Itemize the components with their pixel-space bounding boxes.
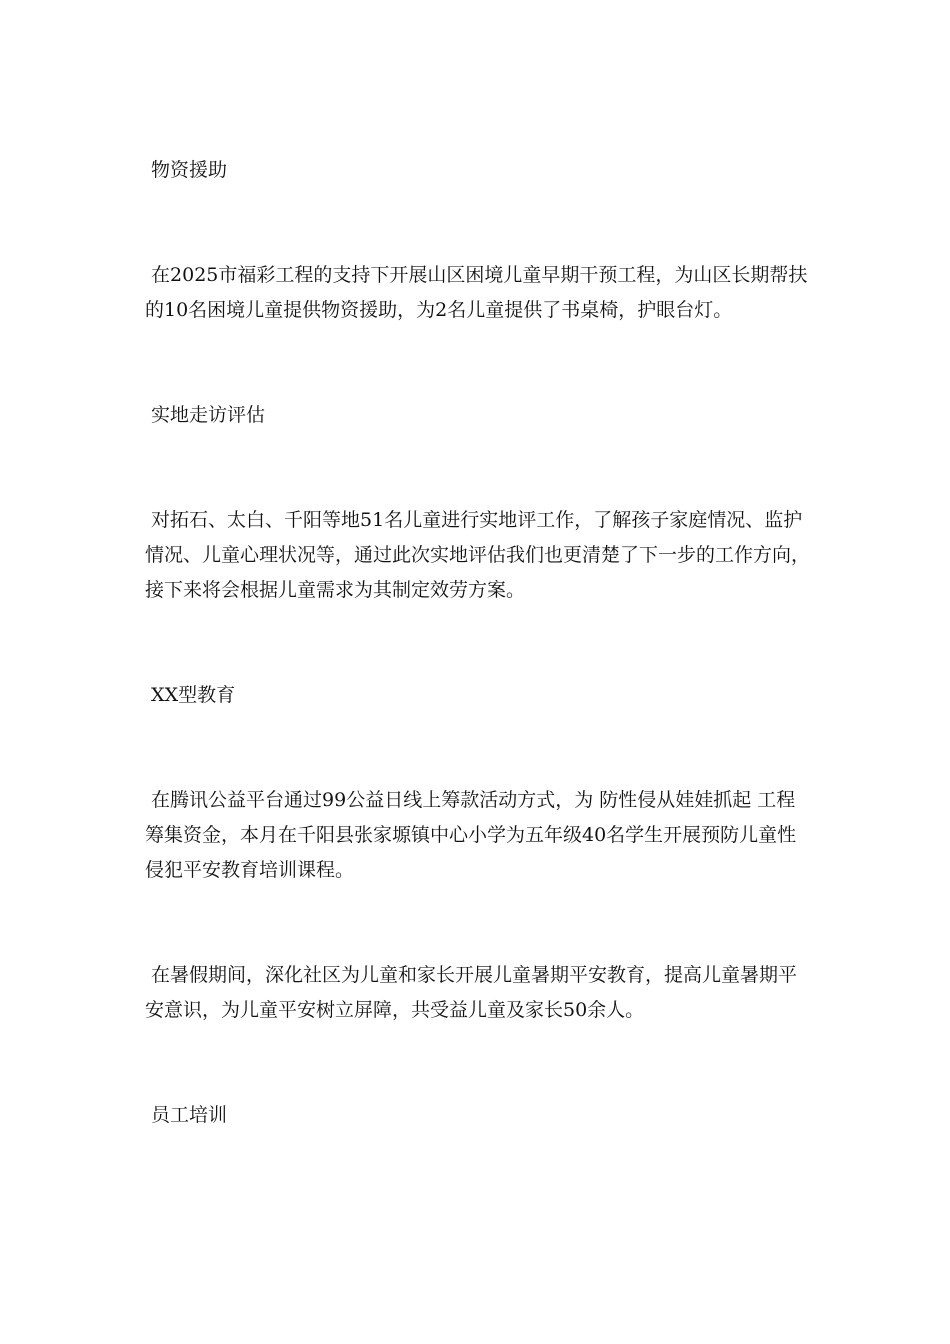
section-heading-staff-training: 员工培训 <box>145 1104 228 1126</box>
section-heading-material-aid: 物资援助 <box>145 159 228 181</box>
paragraph-education-fundraising: 在腾讯公益平台通过99公益日线上筹款活动方式，为 防性侵从娃娃抓起 工程筹集资金，本月在千阳县张家塬镇中心小学为五年级40名学生开展预防儿童性侵犯平安教育培训课程。 <box>145 789 797 881</box>
paragraph-summer-safety: 在暑假期间，深化社区为儿童和家长开展儿童暑期平安教育，提高儿童暑期平安意识，为儿童平安树立屏障，共受益儿童及家长50余人。 <box>145 964 798 1021</box>
section-heading-education: XX型教育 <box>145 684 236 706</box>
paragraph-field-visit: 对拓石、太白、千阳等地51名儿童进行实地评工作，了解孩子家庭情况、监护情况、儿童心理状况等，通过此次实地评估我们也更清楚了下一步的工作方向，接下来将会根据儿童需求为其制定效劳方案。 <box>145 509 811 601</box>
section-heading-field-visit: 实地走访评估 <box>145 404 266 426</box>
paragraph-material-aid: 在2025市福彩工程的支持下开展山区困境儿童早期干预工程，为山区长期帮扶的10名困境儿童提供物资援助，为2名儿童提供了书桌椅，护眼台灯。 <box>145 264 808 321</box>
